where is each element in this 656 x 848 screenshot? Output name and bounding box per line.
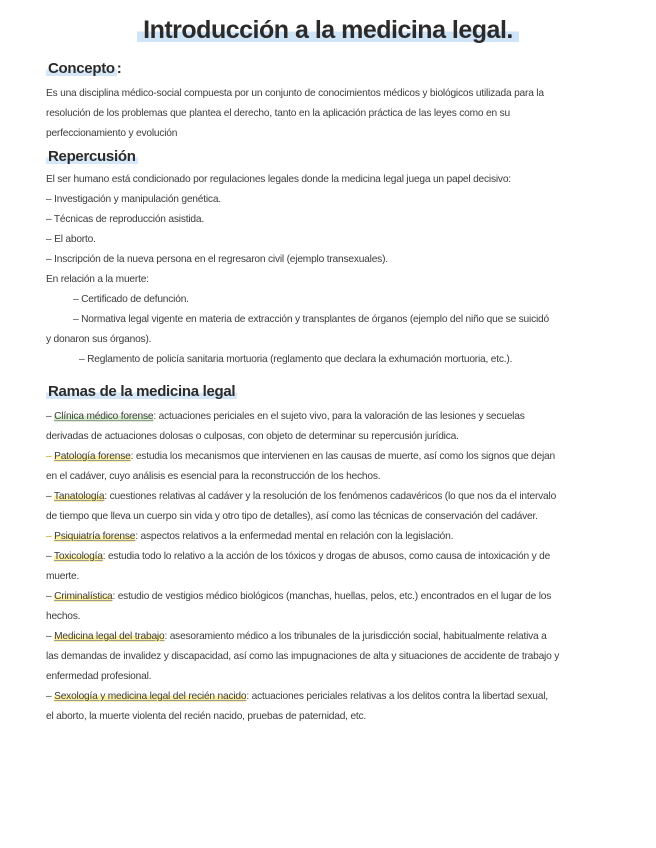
repercusion-item: – Técnicas de reproducción asistida.	[46, 214, 204, 225]
rama-term: Criminalística	[54, 591, 113, 602]
rama-continuation: muerte.	[46, 571, 80, 582]
repercusion-item: – Inscripción de la nueva persona en el regresaron civil (ejemplo transexuales).	[46, 254, 388, 265]
rama-desc: : asesoramiento médico a los tribunales de la jurisdicción social, habitualmente relativa a	[164, 631, 547, 642]
rama-desc: : cuestiones relativas al cadáver y la resolución de los fenómenos cadavéricos (lo que nos da el intervalo	[104, 491, 557, 502]
concepto-line: perfeccionamiento y evolución	[46, 128, 178, 139]
page-title	[0, 16, 656, 45]
muerte-item: – Normativa legal vigente en materia de extracción y transplantes de órganos (ejemplo del niño que se suicidó	[73, 314, 549, 325]
rama-item: – Medicina legal del trabajo: asesoramiento médico a los tribunales de la jurisdicción social, habitualmente relativa a	[46, 631, 547, 642]
rama-item: – Clínica médico forense: actuaciones periciales en el sujeto vivo, para la valoración de las lesiones y secuelas	[46, 411, 525, 422]
rama-desc: : estudia todo lo relativo a la acción de los tóxicos y drogas de abusos, como causa de intoxicación y de	[102, 551, 551, 562]
page-title-text: Introducción a la medicina legal.	[137, 16, 519, 44]
section-heading-ramas	[46, 383, 237, 400]
rama-continuation: enfermedad profesional.	[46, 671, 152, 682]
rama-term: Medicina legal del trabajo	[54, 631, 165, 642]
rama-desc: : actuaciones periciales en el sujeto vivo, para la valoración de las lesiones y secuelas	[153, 411, 525, 422]
rama-desc: : aspectos relativos a la enfermedad mental en relación con la legislación.	[135, 531, 454, 542]
ramas-list	[46, 407, 611, 727]
rama-continuation: las demandas de invalidez y discapacidad, así como las impugnaciones de alta y situaciones de accidente de trabajo y	[46, 651, 560, 662]
rama-continuation: derivadas de actuaciones dolosas o culposas, con objeto de determinar su repercusión jurídica.	[46, 431, 459, 442]
rama-item: – Tanatología: cuestiones relativas al cadáver y la resolución de los fenómenos cadavéricos (lo que nos da el intervalo	[46, 491, 557, 502]
rama-term: Clínica médico forense	[54, 411, 154, 422]
rama-term: Sexología y medicina legal del recién nacido	[54, 691, 247, 702]
concepto-heading-text: Concepto	[48, 60, 115, 77]
rama-desc: : actuaciones periciales relativas a los delitos contra la libertad sexual,	[246, 691, 548, 702]
repercusion-heading-text: Repercusión	[48, 148, 136, 165]
muerte-item: – Certificado de defunción.	[73, 294, 189, 305]
section-heading-concepto	[46, 60, 121, 77]
rama-desc: : estudio de vestigios médico biológicos (manchas, huellas, pelos, etc.) encontrados en el lugar de los	[112, 591, 552, 602]
repercusion-item: – Investigación y manipulación genética.	[46, 194, 221, 205]
rama-item: – Psiquiatría forense: aspectos relativos a la enfermedad mental en relación con la legislación.	[46, 531, 454, 542]
concepto-heading-colon: :	[116, 60, 122, 77]
rama-term: Patología forense	[54, 451, 131, 462]
rama-item: – Patología forense: estudia los mecanismos que intervienen en las causas de muerte, así como los signos que dejan	[46, 451, 555, 462]
rama-desc: : estudia los mecanismos que intervienen en las causas de muerte, así como los signos que dejan	[130, 451, 555, 462]
rama-continuation: de tiempo que lleva un cuerpo sin vida y otro tipo de detalles), así como las técnicas de conservación del cadáver.	[46, 511, 538, 522]
rama-item: – Criminalística: estudio de vestigios médico biológicos (manchas, huellas, pelos, etc.) encontrados en el lugar de los	[46, 591, 552, 602]
muerte-item-continuation: y donaron sus órganos).	[46, 334, 152, 345]
muerte-label: En relación a la muerte:	[46, 274, 149, 285]
section-heading-repercusion	[46, 148, 138, 165]
ramas-heading-text: Ramas de la medicina legal	[48, 383, 236, 400]
rama-term: Tanatología	[53, 491, 105, 502]
rama-item: – Sexología y medicina legal del recién nacido: actuaciones periciales relativas a los delitos contra la libertad sexual,	[46, 691, 548, 702]
repercusion-item: – El aborto.	[46, 234, 96, 245]
rama-continuation: en el cadáver, cuyo análisis es esencial para la reconstrucción de los hechos.	[46, 471, 381, 482]
concepto-line: Es una disciplina médico-social compuesta por un conjunto de conocimientos médicos y biológicos utilizada para la	[46, 88, 544, 99]
repercusion-list	[46, 170, 606, 370]
concepto-paragraph	[46, 84, 606, 144]
rama-continuation: hechos.	[46, 611, 81, 622]
repercusion-intro: El ser humano está condicionado por regulaciones legales donde la medicina legal juega un papel decisivo:	[46, 174, 511, 185]
concepto-line: resolución de los problemas que plantea el derecho, tanto en la aplicación práctica de las leyes como en su	[46, 108, 510, 119]
rama-term: Toxicología	[53, 551, 103, 562]
muerte-item: – Reglamento de policía sanitaria mortuoria (reglamento que declara la exhumación mortuoria, etc.).	[79, 354, 513, 365]
rama-term: Psiquiatría forense	[54, 531, 136, 542]
rama-item: – Toxicología: estudia todo lo relativo a la acción de los tóxicos y drogas de abusos, como causa de intoxicación y de	[46, 551, 551, 562]
rama-continuation: el aborto, la muerte violenta del recién nacido, pruebas de paternidad, etc.	[46, 711, 367, 722]
